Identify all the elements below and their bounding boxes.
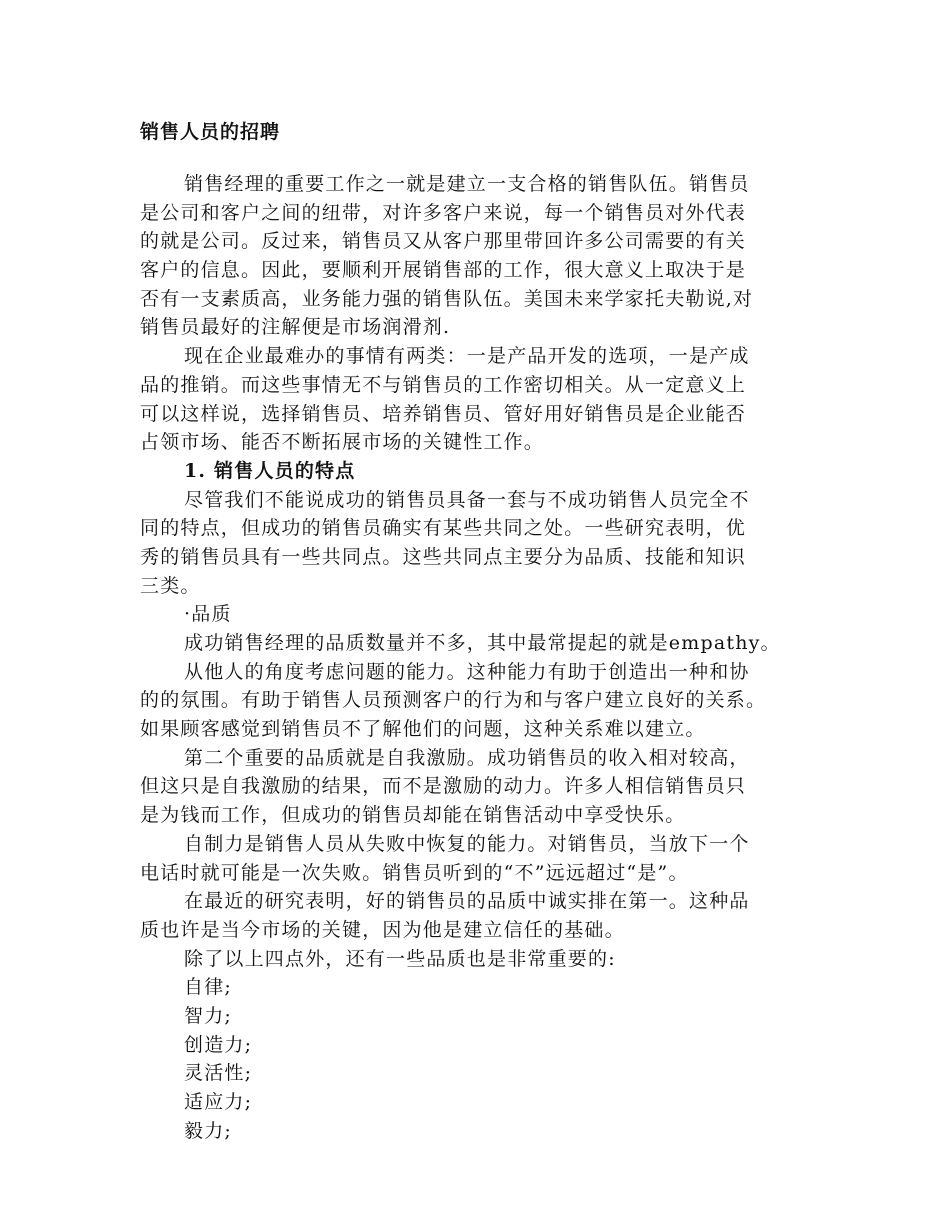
text-line: 自律; — [184, 976, 233, 999]
text-line: 适应力; — [184, 1091, 253, 1113]
text-line: 客户的信息。因此，要顺利开展销售部的工作，很大意义上取决于是 — [140, 259, 747, 282]
text-line: 毅力; — [184, 1119, 233, 1142]
text-line: 三类。 — [140, 574, 201, 597]
text-line: 电话时就可能是一次失败。销售员听到的“不”远远超过“是”。 — [140, 861, 689, 884]
document-title: 销售人员的招聘 — [140, 121, 281, 143]
text-line: 的就是公司。反过来，销售员又从客户那里带回许多公司需要的有关 — [140, 230, 747, 253]
text-line: 同的特点，但成功的销售员确实有某些共同之处。一些研究表明，优 — [140, 517, 747, 540]
text-line: 成功销售经理的品质数量并不多，其中最常提起的就是empathy。 — [184, 632, 781, 654]
text-line: 现在企业最难办的事情有两类：一是产品开发的选项，一是产成 — [184, 345, 750, 368]
text-line: ·品质 — [184, 603, 232, 626]
text-line: 秀的销售员具有一些共同点。这些共同点主要分为品质、技能和知识 — [140, 545, 747, 568]
text-line: 创造力; — [184, 1033, 253, 1056]
text-line: 质也许是当今市场的关键，因为他是建立信任的基础。 — [140, 918, 625, 941]
document-body — [140, 170, 830, 1145]
text-line: 品的推销。而这些事情无不与销售员的工作密切相关。从一定意义上 — [140, 373, 747, 396]
text-line: 尽管我们不能说成功的销售员具备一套与不成功销售人员完全不 — [184, 488, 750, 511]
text-line: 的的氛围。有助于销售人员预测客户的行为和与客户建立良好的关系。 — [140, 689, 767, 712]
section-heading: 1. 销售人员的特点 — [184, 459, 356, 482]
text-line: 是为钱而工作，但成功的销售员却能在销售活动中享受快乐。 — [140, 804, 686, 827]
text-line: 灵活性; — [184, 1062, 253, 1085]
text-line: 自制力是销售人员从失败中恢复的能力。对销售员，当放下一个 — [184, 832, 750, 855]
text-line: 从他人的角度考虑问题的能力。这种能力有助于创造出一种和协 — [184, 660, 750, 683]
text-line: 否有一支素质高，业务能力强的销售队伍。美国未来学家托夫勒说,对 — [140, 287, 754, 310]
text-line: 第二个重要的品质就是自我激励。成功销售员的收入相对较高， — [184, 746, 750, 769]
text-line: 在最近的研究表明，好的销售员的品质中诚实排在第一。这种品 — [184, 890, 750, 913]
text-line: 智力; — [184, 1004, 233, 1027]
text-line: 销售经理的重要工作之一就是建立一支合格的销售队伍。销售员 — [184, 173, 750, 195]
text-line: 如果顾客感觉到销售员不了解他们的问题，这种关系难以建立。 — [140, 718, 706, 741]
text-line: 可以这样说，选择销售员、培养销售员、管好用好销售员是企业能否 — [140, 402, 747, 425]
text-line: 但这只是自我激励的结果，而不是激励的动力。许多人相信销售员只 — [140, 775, 747, 798]
text-line: 销售员最好的注解便是市场润滑剂. — [140, 316, 451, 339]
text-line: 是公司和客户之间的纽带，对许多客户来说，每一个销售员对外代表 — [140, 201, 747, 224]
text-line: 占领市场、能否不断拓展市场的关键性工作。 — [140, 431, 545, 454]
text-line: 除了以上四点外，还有一些品质也是非常重要的: — [184, 947, 616, 970]
